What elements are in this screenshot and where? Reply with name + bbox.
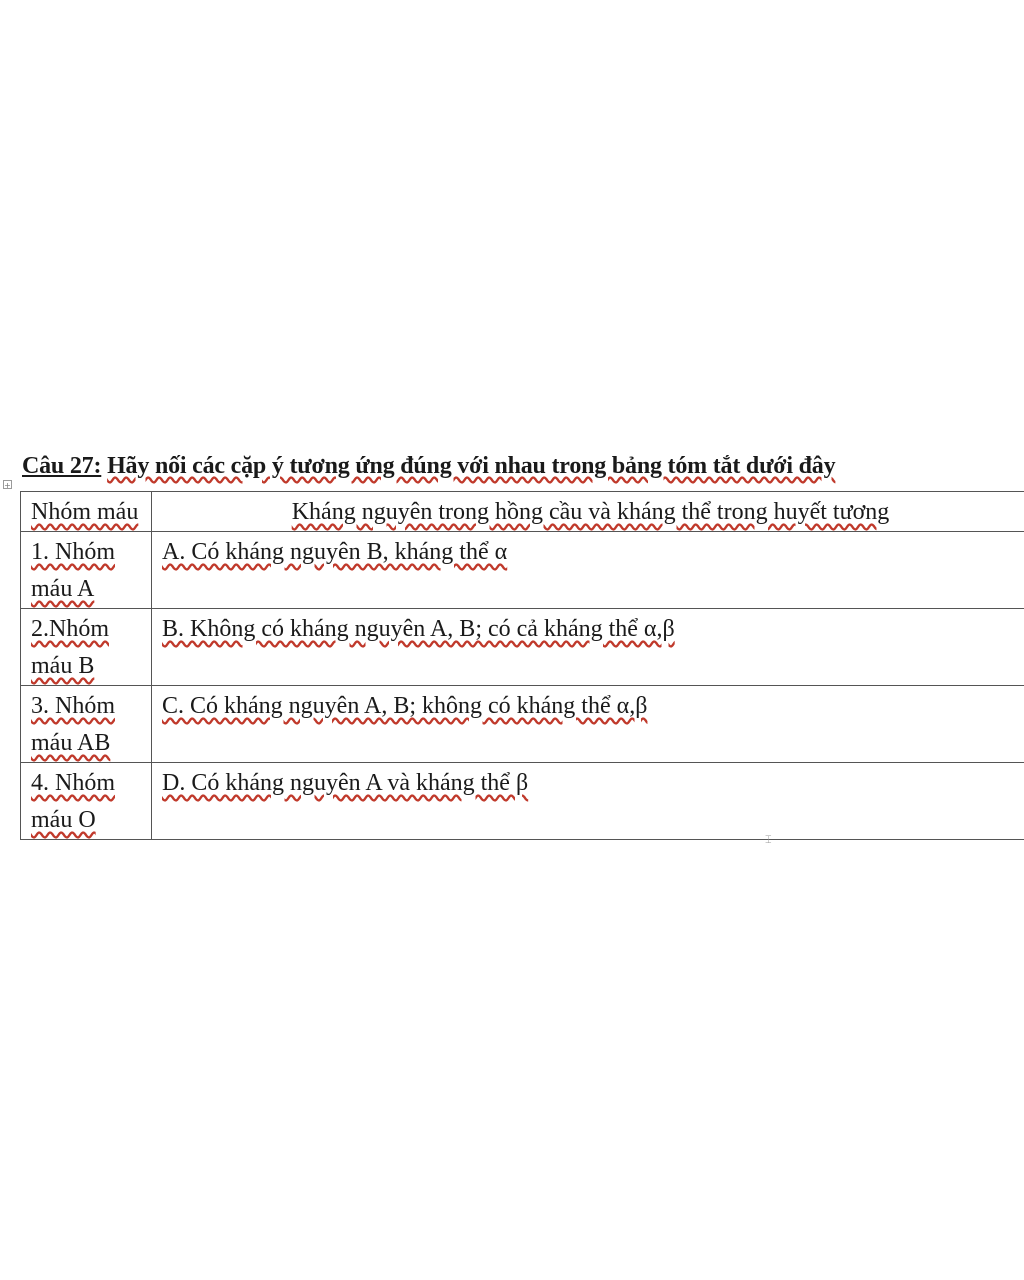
description-cell: A. Có kháng nguyên B, kháng thể α xyxy=(152,532,1024,609)
table-header-row xyxy=(21,492,1024,532)
table-row xyxy=(21,763,1024,840)
header-blood-group: Nhóm máu xyxy=(21,492,152,532)
document-page xyxy=(0,445,1024,845)
i-beam-cursor-icon: ⌶ xyxy=(765,833,772,846)
blood-group-cell: 4. Nhóm máu O xyxy=(21,763,152,840)
blood-group-table xyxy=(20,491,1024,840)
question-number: Câu 27: xyxy=(22,453,102,479)
description-cell: B. Không có kháng nguyên A, B; có cả kháng thể α,β xyxy=(152,609,1024,686)
table-row xyxy=(21,532,1024,609)
question-text: Hãy nối các cặp ý tương ứng đúng với nhau trong bảng tóm tắt dưới đây xyxy=(107,453,836,479)
table-row xyxy=(21,686,1024,763)
table-row xyxy=(21,609,1024,686)
blood-group-cell: 1. Nhóm máu A xyxy=(21,532,152,609)
blood-group-cell: 2.Nhóm máu B xyxy=(21,609,152,686)
table-move-handle-icon[interactable]: + xyxy=(4,481,11,490)
blood-group-cell: 3. Nhóm máu AB xyxy=(21,686,152,763)
description-cell: D. Có kháng nguyên A và kháng thể β xyxy=(152,763,1024,840)
question-heading xyxy=(22,453,835,480)
description-cell: C. Có kháng nguyên A, B; không có kháng thể α,β xyxy=(152,686,1024,763)
header-antigen-antibody: Kháng nguyên trong hồng cầu và kháng thể trong huyết tương xyxy=(152,492,1024,532)
